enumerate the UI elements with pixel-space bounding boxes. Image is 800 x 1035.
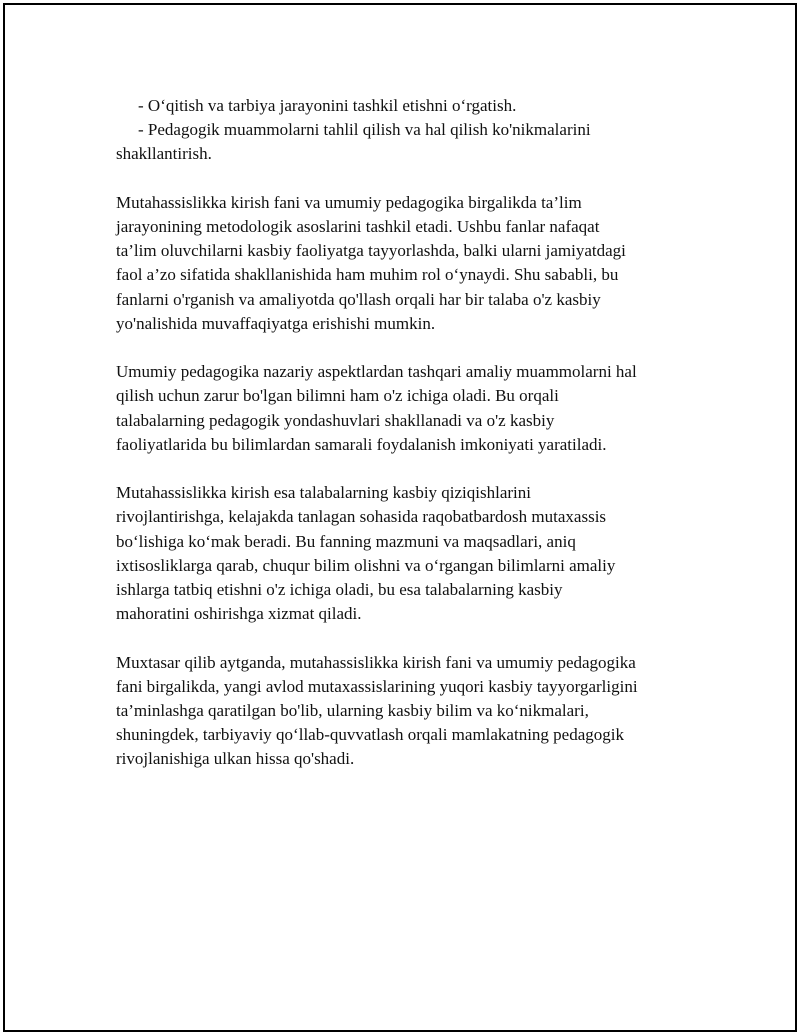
paragraph-gap <box>116 457 686 481</box>
document-body <box>116 94 686 772</box>
paragraph-gap <box>116 336 686 360</box>
paragraph-line: qilish uchun zarur bo'lgan bilimni ham o'z ichiga oladi. Bu orqali <box>116 386 559 406</box>
list-item-line: - O‘qitish va tarbiya jarayonini tashkil etishni o‘rgatish. <box>138 96 517 115</box>
paragraph-gap <box>116 626 686 650</box>
paragraph-line: ta’lim oluvchilarni kasbiy faoliyatga tayyorlashda, balki ularni jamiyatdagi <box>116 241 626 261</box>
bullet-list <box>116 94 686 167</box>
list-item-line: shakllantirish. <box>116 144 212 164</box>
paragraph-line: fani birgalikda, yangi avlod mutaxassislarining yuqori kasbiy tayyorgarligini <box>116 676 638 696</box>
paragraph-line: Umumiy pedagogika nazariy aspektlardan tashqari amaliy muammolarni hal <box>116 362 637 382</box>
paragraph-line: yo'nalishida muvaffaqiyatga erishishi mumkin. <box>116 313 436 333</box>
paragraph-line: Mutahassislikka kirish esa talabalarning kasbiy qiziqishlarini <box>116 483 531 503</box>
paragraph <box>116 360 686 457</box>
paragraph-line: ta’minlashga qaratilgan bo'lib, ularning kasbiy bilim va ko‘nikmalari, <box>116 701 589 721</box>
paragraph-line: rivojlantirishga, kelajakda tanlagan sohasida raqobatbardosh mutaxassis <box>116 507 607 527</box>
paragraph-line: Mutahassislikka kirish fani va umumiy pedagogika birgalikda ta’lim <box>116 192 582 212</box>
paragraph <box>116 191 686 336</box>
paragraph-gap <box>116 167 686 191</box>
paragraph-line: faoliyatlarida bu bilimlardan samarali foydalanish imkoniyati yaratiladi. <box>116 434 607 454</box>
paragraph-line: ixtisosliklarga qarab, chuqur bilim olishni va o‘rgangan bilimlarni amaliy <box>116 555 616 575</box>
paragraph-line: ishlarga tatbiq etishni o'z ichiga oladi, bu esa talabalarning kasbiy <box>116 580 563 600</box>
paragraph-line: shuningdek, tarbiyaviy qo‘llab-quvvatlash orqali mamlakatning pedagogik <box>116 725 624 745</box>
paragraph-line: rivojlanishiga ulkan hissa qo'shadi. <box>116 749 355 769</box>
paragraph-line: faol a’zo sifatida shakllanishida ham muhim rol o‘ynaydi. Shu sababli, bu <box>116 265 619 285</box>
paragraph-line: Muxtasar qilib aytganda, mutahassislikka kirish fani va umumiy pedagogika <box>116 652 636 672</box>
paragraph-line: bo‘lishiga ko‘mak beradi. Bu fanning mazmuni va maqsadlari, aniq <box>116 531 576 551</box>
paragraph <box>116 651 686 772</box>
paragraph-line: fanlarni o'rganish va amaliyotda qo'llash orqali har bir talaba o'z kasbiy <box>116 289 601 309</box>
paragraph-line: jarayonining metodologik asoslarini tashkil etadi. Ushbu fanlar nafaqat <box>116 217 600 236</box>
paragraph <box>116 481 686 626</box>
paragraph-line: talabalarning pedagogik yondashuvlari shakllanadi va o'z kasbiy <box>116 410 555 430</box>
paragraph-line: mahoratini oshirishga xizmat qiladi. <box>116 604 362 624</box>
list-item-line: - Pedagogik muammolarni tahlil qilish va hal qilish ko'nikmalarini <box>138 120 591 140</box>
